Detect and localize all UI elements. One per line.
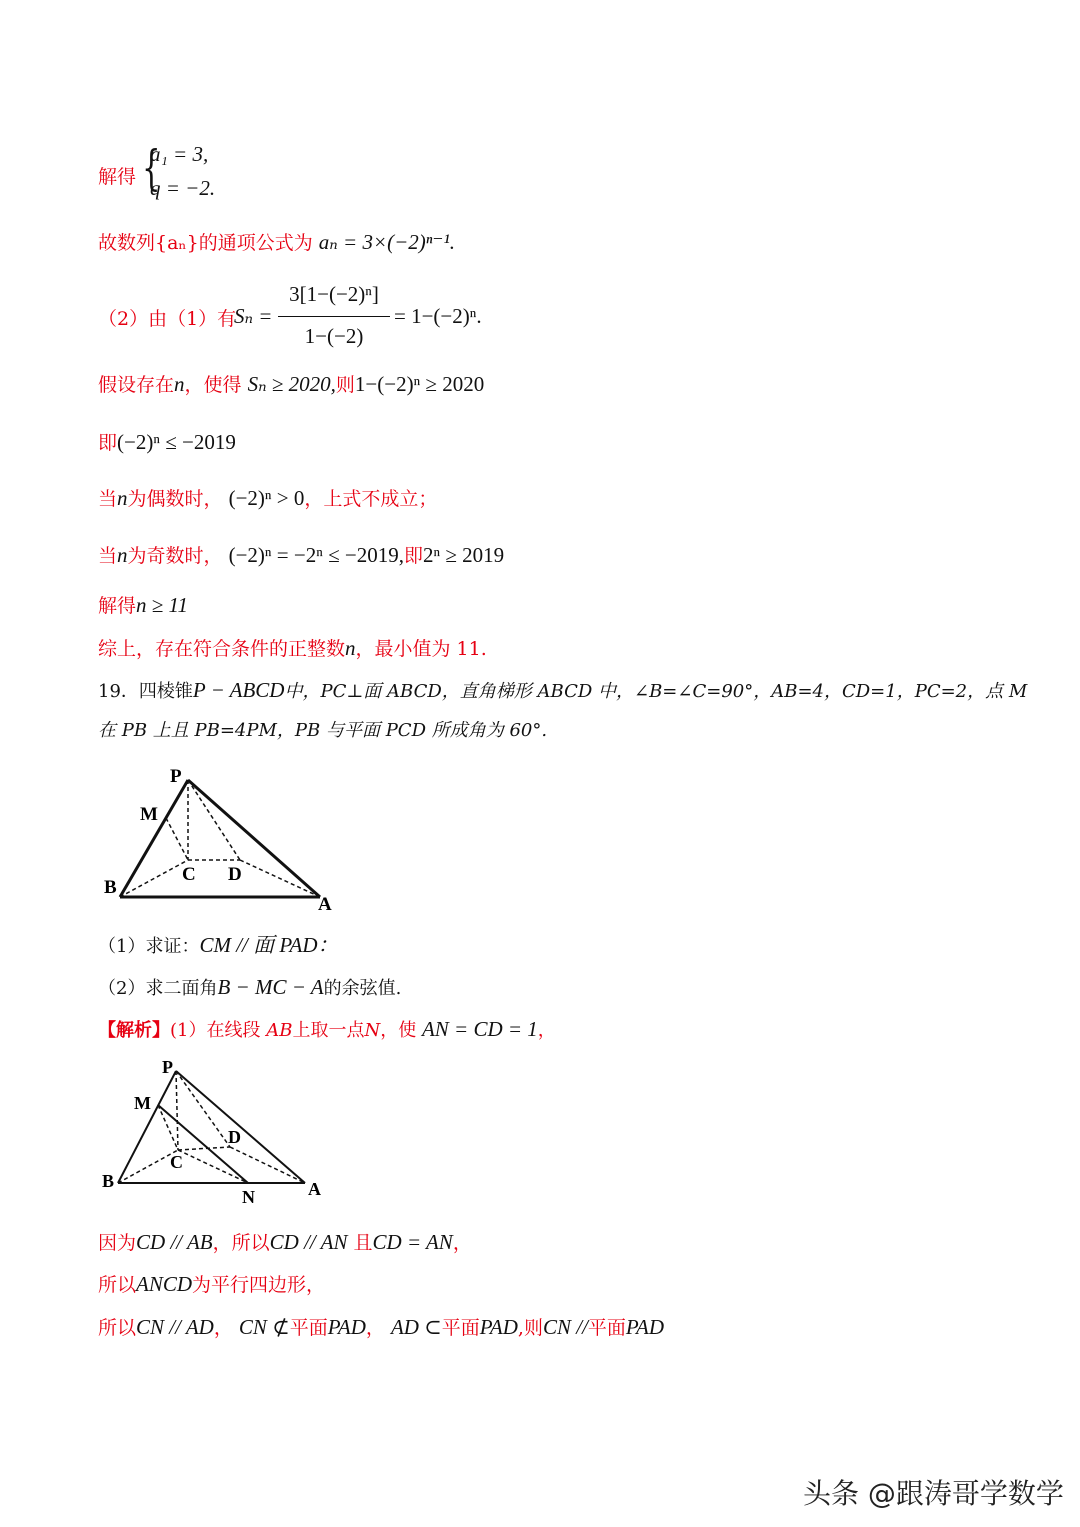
- parallelogram-line: [98, 1272, 325, 1297]
- final-p5: 平面: [441, 1317, 480, 1339]
- general-formula-text: 故数列{aₙ}的通项公式为: [98, 232, 313, 254]
- label-A: A: [318, 894, 332, 915]
- final-line: [98, 1315, 664, 1340]
- system-label: 解得: [98, 166, 137, 188]
- question-1: [98, 933, 339, 958]
- watermark: 头条 @跟涛哥学数学: [803, 1477, 1064, 1510]
- solve-inequality: n ≥ 11: [136, 593, 188, 617]
- part2-label: （2）由（1）有: [98, 308, 237, 330]
- label-P: P: [170, 766, 182, 787]
- q1-expr: CM // 面 PAD：: [199, 933, 339, 957]
- label-N: N: [242, 1187, 255, 1207]
- parallelogram-p1: 所以: [98, 1274, 137, 1296]
- q2-prefix: （2）求二面角: [98, 978, 218, 999]
- general-formula-expr: aₙ = 3×(−2)ⁿ⁻¹.: [318, 230, 456, 254]
- edge-PA: [188, 780, 320, 897]
- q2-expr: B − MC − A: [217, 975, 324, 999]
- pyramid-figure-2: [100, 1055, 340, 1215]
- assume-mid: ，使得: [184, 374, 242, 396]
- pyramid-figure-1: [100, 760, 340, 915]
- assume-then: 则: [335, 374, 355, 396]
- odd-case-line: [98, 543, 504, 568]
- q1-prefix: （1）求证：: [98, 936, 200, 957]
- assume-line: [98, 372, 484, 397]
- sum-numerator: 3[1−(−2)ⁿ]: [289, 282, 379, 306]
- final-e3: PAD: [327, 1315, 366, 1339]
- odd-inequality: (−2)ⁿ = −2ⁿ ≤ −2019,: [228, 543, 404, 567]
- q2-suffix: 的余弦值.: [323, 978, 402, 999]
- even-p3: ，上式不成立；: [304, 488, 438, 510]
- analysis-tag: 【解析】: [98, 1020, 170, 1041]
- label-P: P: [162, 1057, 173, 1077]
- label-A: A: [308, 1179, 321, 1199]
- analysis-p2: 上取一点: [292, 1020, 365, 1041]
- final-e7: PAD: [625, 1315, 665, 1339]
- label-M: M: [134, 1093, 151, 1113]
- analysis-n: N: [364, 1020, 381, 1041]
- parallelogram-e1: ANCD: [136, 1272, 193, 1296]
- because-p2: ，所以: [212, 1232, 270, 1254]
- problem19-line2-text: 在 PB 上且 PB=4PM，PB 与平面 PCD 所成角为 60°.: [98, 720, 548, 741]
- final-e1: CN // AD: [136, 1315, 214, 1339]
- final-e2: CN ⊄: [238, 1315, 290, 1339]
- analysis-eq: AN = CD = 1: [421, 1017, 538, 1041]
- label-C: C: [170, 1152, 183, 1172]
- odd-p3: 即: [403, 545, 423, 567]
- analysis-line: [98, 1017, 556, 1042]
- odd-p2: 为奇数时，: [127, 545, 223, 567]
- var-n: n: [117, 543, 128, 567]
- because-line: [98, 1230, 472, 1255]
- odd-p1: 当: [98, 545, 118, 567]
- problem19-line2: [98, 720, 547, 742]
- because-p4: ，: [452, 1232, 472, 1254]
- because-e2: CD // AN: [269, 1230, 348, 1254]
- edge-PB: [120, 780, 188, 897]
- label-D: D: [228, 864, 242, 885]
- var-n: n: [174, 372, 185, 396]
- var-n: n: [117, 486, 128, 510]
- edge-CD: [178, 1147, 230, 1150]
- label-D: D: [228, 1127, 241, 1147]
- conclusion-p1: 综上，存在符合条件的正整数: [98, 638, 346, 660]
- equivalent-prefix: 即: [98, 432, 118, 454]
- analysis-ab: AB: [266, 1020, 293, 1041]
- edge-MC: [158, 1105, 178, 1150]
- equation-q: q = −2.: [150, 176, 216, 200]
- assume-prefix: 假设存在: [98, 374, 175, 396]
- pyramid-name: P − ABCD: [192, 678, 285, 702]
- assume-condition: Sₙ ≥ 2020,: [247, 372, 336, 396]
- sum-rhs: = 1−(−2)ⁿ.: [394, 304, 482, 328]
- final-e6: CN //: [542, 1315, 588, 1339]
- problem19-line1: [98, 678, 1027, 703]
- fraction-bar: [278, 316, 390, 317]
- conclusion-p2: ，最小值为 11.: [355, 638, 487, 660]
- brace-symbol: {: [142, 140, 161, 196]
- because-p3: 且: [353, 1232, 373, 1254]
- edge-DA: [240, 860, 320, 897]
- var-n: n: [345, 636, 356, 660]
- solve-n-line: [98, 593, 188, 618]
- label-B: B: [104, 877, 117, 898]
- because-p1: 因为: [98, 1232, 137, 1254]
- even-case-line: [98, 486, 437, 511]
- general-formula-line: [98, 230, 455, 255]
- parallelogram-p2: 为平行四边形，: [192, 1274, 326, 1296]
- label-B: B: [102, 1171, 115, 1191]
- final-p3: 平面: [289, 1317, 328, 1339]
- edge-PC: [176, 1071, 178, 1150]
- analysis-p1: (1）在线段: [170, 1020, 261, 1041]
- label-M: M: [140, 804, 158, 825]
- label-C: C: [182, 864, 196, 885]
- edge-MC: [166, 818, 188, 860]
- final-p4: ，: [365, 1317, 385, 1339]
- question-2: [98, 975, 401, 1000]
- even-p2: 为偶数时，: [127, 488, 223, 510]
- even-p1: 当: [98, 488, 118, 510]
- final-e4: AD ⊂: [390, 1315, 442, 1339]
- edge-CN: [178, 1150, 248, 1183]
- even-inequality: (−2)ⁿ > 0: [228, 486, 305, 510]
- final-p6: ,则: [517, 1317, 543, 1339]
- edge-PD: [176, 1071, 230, 1147]
- final-p7: 平面: [587, 1317, 626, 1339]
- because-e1: CD // AB: [136, 1230, 213, 1254]
- conclusion-line: [98, 636, 487, 661]
- because-e3: CD = AN: [372, 1230, 453, 1254]
- equivalent-inequality: (−2)ⁿ ≤ −2019: [117, 430, 236, 454]
- analysis-p4: ，: [537, 1020, 556, 1041]
- final-p1: 所以: [98, 1317, 137, 1339]
- equivalent-line: [98, 430, 236, 455]
- analysis-p3: ，使: [380, 1020, 417, 1041]
- equation-a1: a₁ = 3,: [150, 142, 209, 166]
- assume-inequality: 1−(−2)ⁿ ≥ 2020: [354, 372, 485, 396]
- problem19-conditions: 中，PC⊥面 ABCD，直角梯形 ABCD 中，∠B=∠C=90°，AB=4，CD=1，PC=2，点 M: [284, 681, 1028, 702]
- odd-inequality2: 2ⁿ ≥ 2019: [422, 543, 505, 567]
- final-e5: PAD: [479, 1315, 518, 1339]
- sum-lhs: Sₙ =: [234, 304, 273, 328]
- final-p2: ，: [213, 1317, 233, 1339]
- solve-prefix: 解得: [98, 595, 137, 617]
- problem19-number: 19．四棱锥: [98, 681, 193, 702]
- sum-denominator: 1−(−2): [304, 324, 364, 348]
